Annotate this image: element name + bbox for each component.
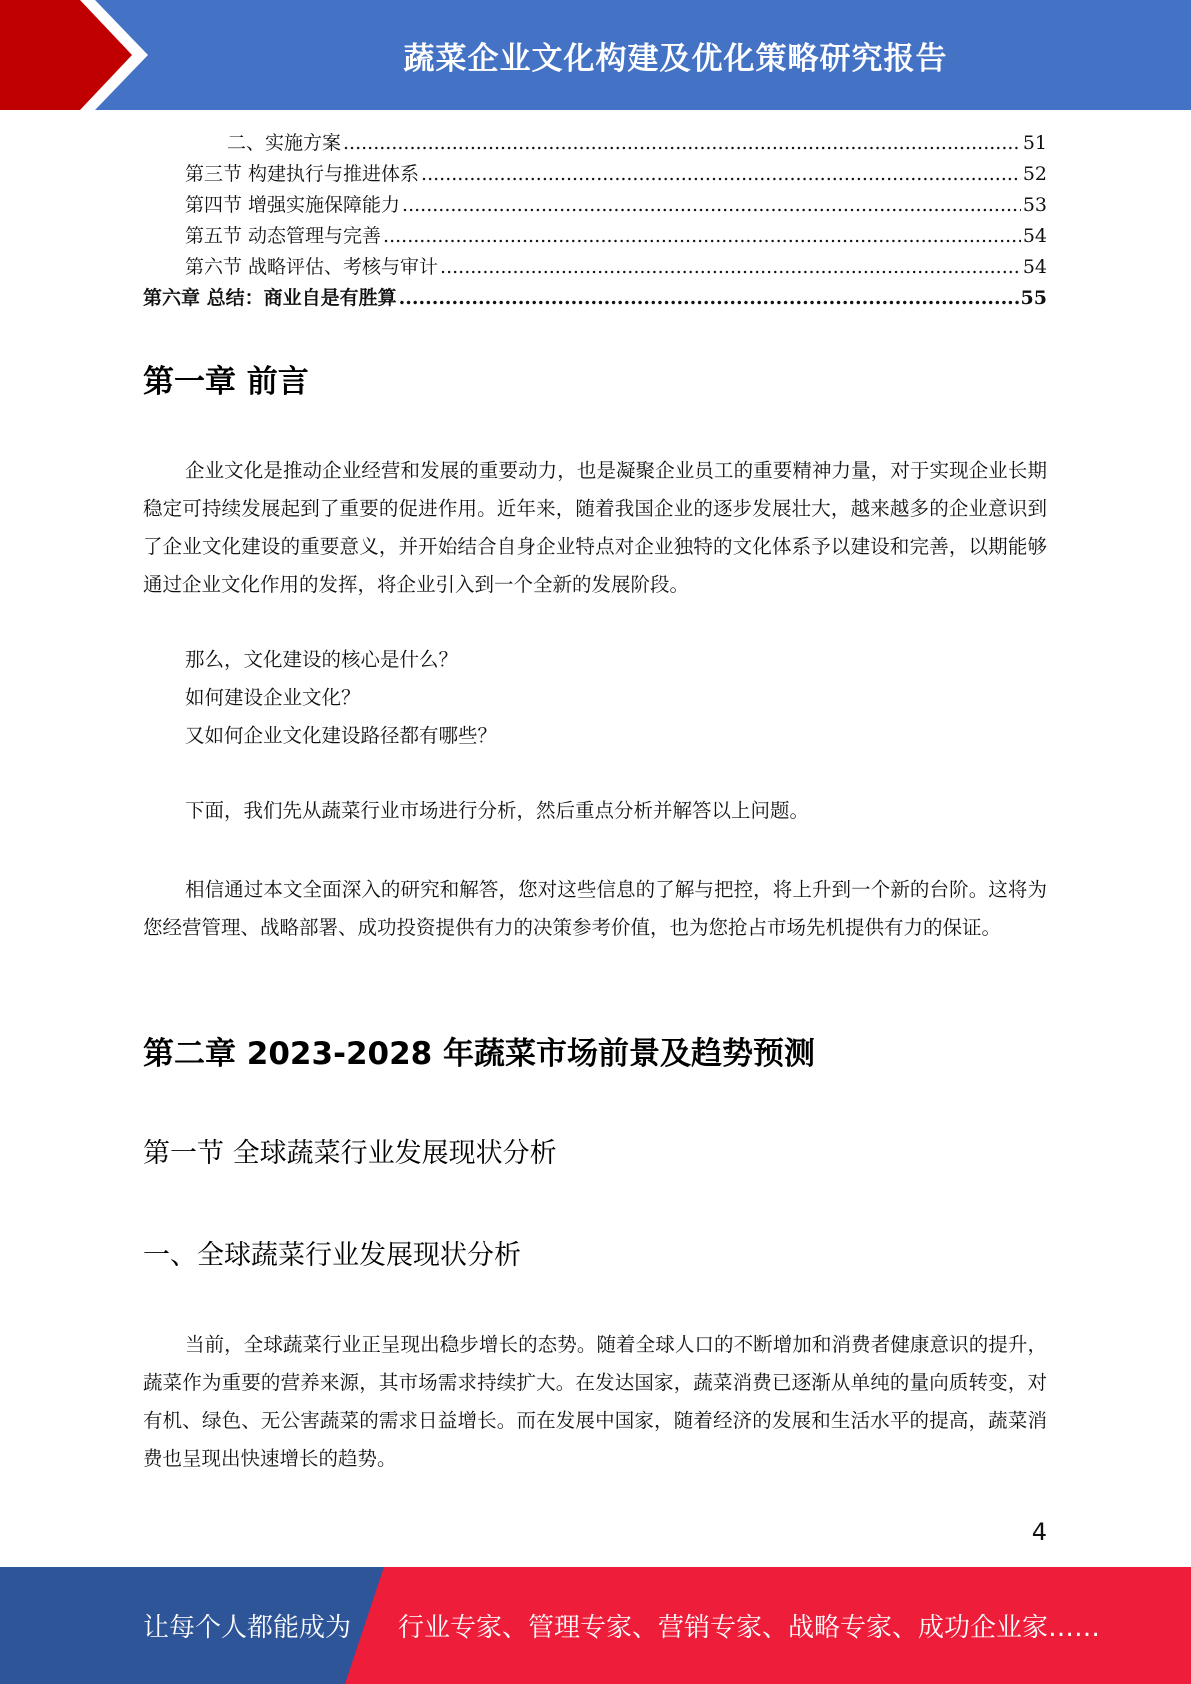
toc-entry-label: 第四节 增强实施保障能力 bbox=[185, 194, 401, 216]
toc-entry-label: 二、实施方案 bbox=[227, 132, 342, 154]
toc-leader-dots bbox=[399, 283, 1019, 314]
page-footer bbox=[0, 1567, 1191, 1684]
question-line-2: 如何建设企业文化？ bbox=[185, 686, 361, 709]
page-header bbox=[0, 0, 1191, 110]
footer-slogan-right: 行业专家、管理专家、营销专家、战略专家、成功企业家…… bbox=[398, 1613, 1101, 1643]
chapter-1-paragraph-3: 相信通过本文全面深入的研究和解答，您对这些信息的了解与把控，将上升到一个新的台阶。这将为您经营管理、战略部署、成功投资提供有力的决策参考价值，也为您抢占市场先机提供有力的保证。 bbox=[143, 878, 1047, 939]
document-title: 蔬菜企业文化构建及优化策略研究报告 bbox=[403, 40, 948, 77]
question-line-1: 那么，文化建设的核心是什么？ bbox=[185, 648, 459, 671]
toc-entry-label: 第六节 战略评估、考核与审计 bbox=[185, 256, 439, 278]
question-line-3: 又如何企业文化建设路径都有哪些？ bbox=[185, 724, 498, 747]
toc-entry[interactable] bbox=[143, 252, 1047, 283]
toc-entry-label: 第五节 动态管理与完善 bbox=[185, 225, 382, 247]
chapter-1-paragraph-1: 企业文化是推动企业经营和发展的重要动力，也是凝聚企业员工的重要精神力量，对于实现企业长期稳定可持续发展起到了重要的促进作用。近年来，随着我国企业的逐步发展壮大，越来越多的企业意识到了企业文化建设的重要意义，并开始结合自身企业特点对企业独特的文化体系予以建设和完善，以期能够通过企业文化作用的发挥，将企业引入到一个全新的发展阶段。 bbox=[143, 459, 1047, 596]
chapter-1-heading: 第一章 前言 bbox=[143, 364, 309, 400]
toc-entry[interactable] bbox=[143, 221, 1047, 252]
toc-entry-page: 53 bbox=[1022, 194, 1047, 216]
toc-entry-page: 52 bbox=[1022, 163, 1047, 185]
toc-entry-page: 51 bbox=[1022, 132, 1047, 154]
toc-entry-page: 54 bbox=[1022, 225, 1047, 247]
toc-entry[interactable] bbox=[143, 190, 1047, 221]
section-1-heading: 第一节 全球蔬菜行业发展现状分析 bbox=[143, 1138, 557, 1169]
subsection-1-heading: 一、全球蔬菜行业发展现状分析 bbox=[143, 1240, 521, 1271]
toc-entry[interactable] bbox=[143, 159, 1047, 190]
toc-leader-dots bbox=[421, 159, 1021, 190]
toc-entry-label: 第六章 总结：商业自是有胜算 bbox=[143, 287, 397, 309]
toc-leader-dots bbox=[383, 221, 1021, 252]
chapter-2-paragraph-1: 当前，全球蔬菜行业正呈现出稳步增长的态势。随着全球人口的不断增加和消费者健康意识的提升，蔬菜作为重要的营养来源，其市场需求持续扩大。在发达国家，蔬菜消费已逐渐从单纯的量向质转变，对有机、绿色、无公害蔬菜的需求日益增长。而在发展中国家，随着经济的发展和生活水平的提高，蔬菜消费也呈现出快速增长的趋势。 bbox=[143, 1333, 1047, 1470]
toc-entry[interactable] bbox=[143, 283, 1047, 314]
toc-entry-page: 55 bbox=[1020, 287, 1047, 309]
toc-leader-dots bbox=[343, 128, 1021, 159]
chapter-1-paragraph-2: 下面，我们先从蔬菜行业市场进行分析，然后重点分析并解答以上问题。 bbox=[185, 799, 810, 822]
toc-entry-page: 54 bbox=[1022, 256, 1047, 278]
toc-entry-label: 第三节 构建执行与推进体系 bbox=[185, 163, 420, 185]
toc-entry[interactable] bbox=[143, 128, 1047, 159]
footer-slogan-left: 让每个人都能成为 bbox=[143, 1613, 352, 1643]
chapter-2-heading: 第二章 2023-2028 年蔬菜市场前景及趋势预测 bbox=[143, 1036, 816, 1072]
page-number: 4 bbox=[1031, 1518, 1047, 1546]
toc-leader-dots bbox=[440, 252, 1021, 283]
table-of-contents bbox=[143, 128, 1047, 314]
toc-leader-dots bbox=[402, 190, 1021, 221]
